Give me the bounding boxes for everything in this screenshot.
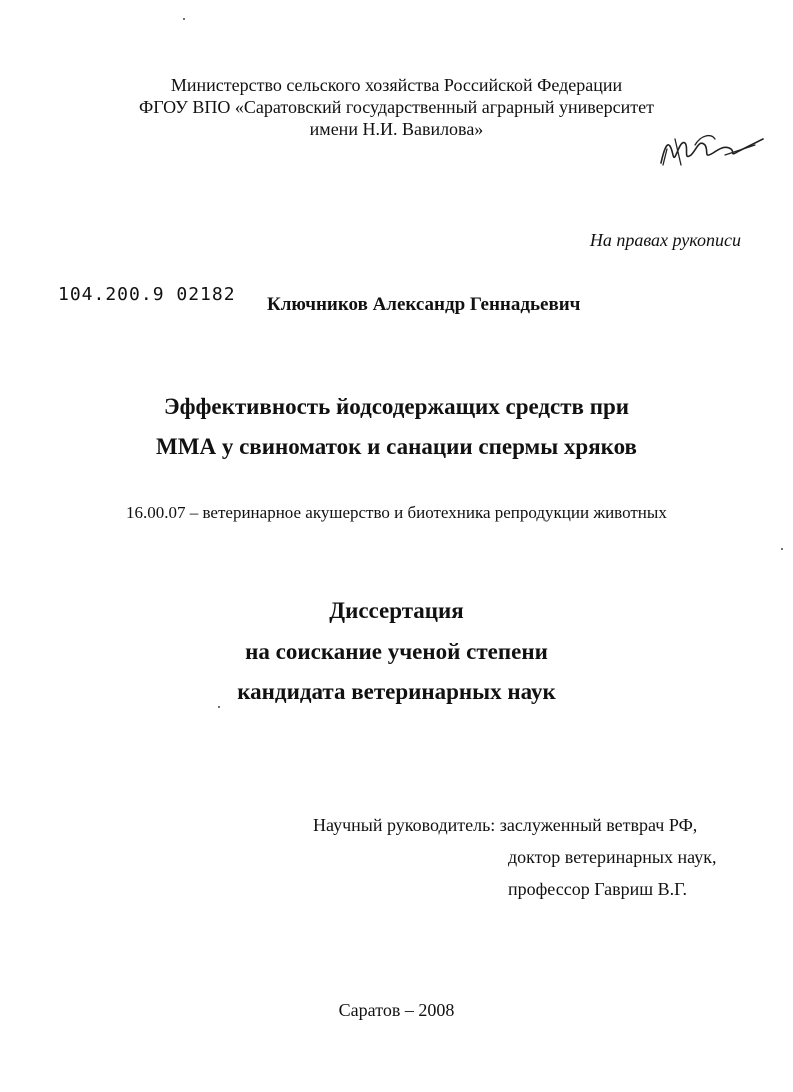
city-year: Саратов – 2008: [338, 1000, 455, 1020]
dissertation-heading: Диссертация: [329, 598, 464, 623]
advisor-line-2: доктор ветеринарных наук,: [508, 847, 717, 867]
title-line-2: ММА у свиноматок и санации спермы хряков: [156, 434, 637, 459]
advisor-line-3: профессор Гавриш В.Г.: [508, 879, 688, 899]
author-name: Ключников Александр Геннадьевич: [267, 294, 581, 315]
scan-speck: [781, 548, 783, 550]
handwritten-signature: [655, 125, 765, 175]
title-line-1: Эффективность йодсодержащих средств при: [163, 394, 630, 419]
university-line: ФГОУ ВПО «Саратовский государственный аграрный университет: [138, 97, 655, 117]
advisor-line-1: Научный руководитель: заслуженный ветврач РФ,: [313, 815, 698, 835]
registration-number: 104.200.9 02182: [58, 284, 236, 305]
ministry-line: Министерство сельского хозяйства Российской Федерации: [170, 75, 623, 95]
specialty-code: 16.00.07 – ветеринарное акушерство и биотехника репродукции животных: [126, 503, 667, 522]
degree-field-line: кандидата ветеринарных наук: [237, 679, 556, 704]
university-name-line: имени Н.И. Вавилова»: [309, 119, 484, 139]
manuscript-rights-note: На правах рукописи: [589, 230, 741, 250]
scan-speck: [183, 18, 185, 20]
scan-speck: [218, 706, 220, 708]
degree-line: на соискание ученой степени: [245, 639, 548, 664]
